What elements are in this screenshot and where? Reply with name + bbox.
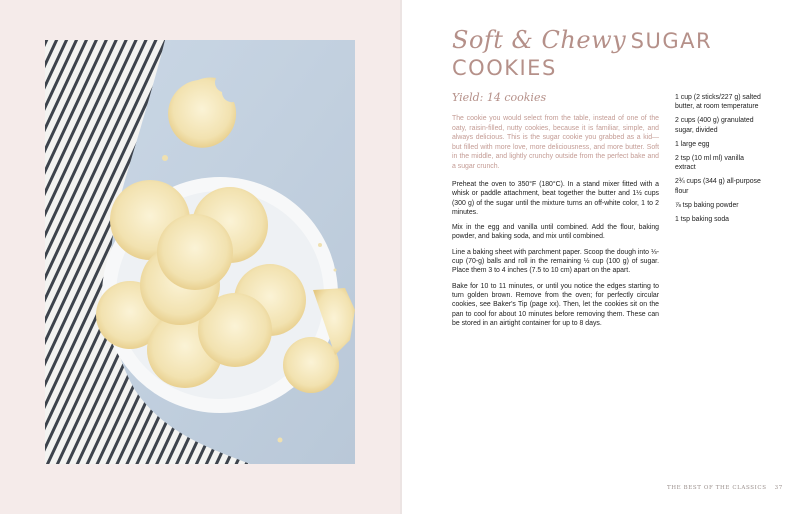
ingredient-item: 2 tsp (10 ml ml) vanilla extract (675, 155, 744, 172)
cookie-photo-illustration (45, 40, 355, 464)
recipe-step: Line a baking sheet with parchment paper. Scoop the dough into ⅓-cup (70-g) balls and roll in the remaining ½ cup (100 g) of sugar. Place them 3 to 4 inches (7.5 to 10 cm) apart on the apart. (452, 248, 659, 275)
ingredient-item: 1 tsp baking soda (675, 216, 730, 224)
recipe-intro: The cookie you would select from the table, instead of one of the oaty, raisin-filled, nutty cookies, because it is familiar, simple, and always delicious. This is the sugar cookie you grabbed as a kid—but filled with more love, more deliciousness, and more butter. Soft in the middle, and lightly crunchy outside from the perfect bake and a sugar crunch. (452, 115, 659, 170)
ingredient-item: 1 cup (2 sticks/227 g) salted butter, at room temperature (675, 94, 761, 111)
recipe-steps (452, 180, 659, 334)
recipe-title-caps-2: COOKIES (452, 56, 557, 80)
recipe-step: Bake for 10 to 11 minutes, or until you notice the edges starting to turn golden brown. Remove from the oven; for perfectly circular cookies, see Baker's Tip (page xx). Then, let the cookies sit on the pan to cool for about 10 minutes before removing them. These can be stored in an airtight container for up to 8 days. (452, 282, 659, 327)
recipe-step: Preheat the oven to 350°F (180°C). In a stand mixer fitted with a whisk or paddle attachment, beat together the butter and 1½ cups (300 g) of the sugar until the mixture turns an off-white color, 1 to 2 minutes. (452, 181, 659, 216)
recipe-step: Mix in the egg and vanilla until combined. Add the flour, baking powder, and baking soda, and mix until combined. (452, 224, 659, 241)
recipe-title-script: Soft & Chewy (452, 26, 627, 54)
recipe-title (452, 26, 772, 80)
page-footer (667, 485, 783, 491)
ingredient-item: 2¾ cups (344 g) all-purpose flour (675, 178, 761, 195)
footer-section-title: THE BEST OF THE CLASSICS (667, 485, 767, 491)
ingredient-list (675, 93, 765, 229)
recipe-title-caps-1: SUGAR (630, 29, 713, 53)
page-number: 37 (774, 485, 783, 491)
cookie-photo (45, 40, 355, 464)
ingredient-item: 1 large egg (675, 140, 710, 148)
ingredient-item: ⅞ tsp baking powder (675, 201, 739, 209)
recipe-yield: Yield: 14 cookies (452, 91, 547, 104)
ingredient-item: 2 cups (400 g) granulated sugar, divided (675, 117, 754, 134)
